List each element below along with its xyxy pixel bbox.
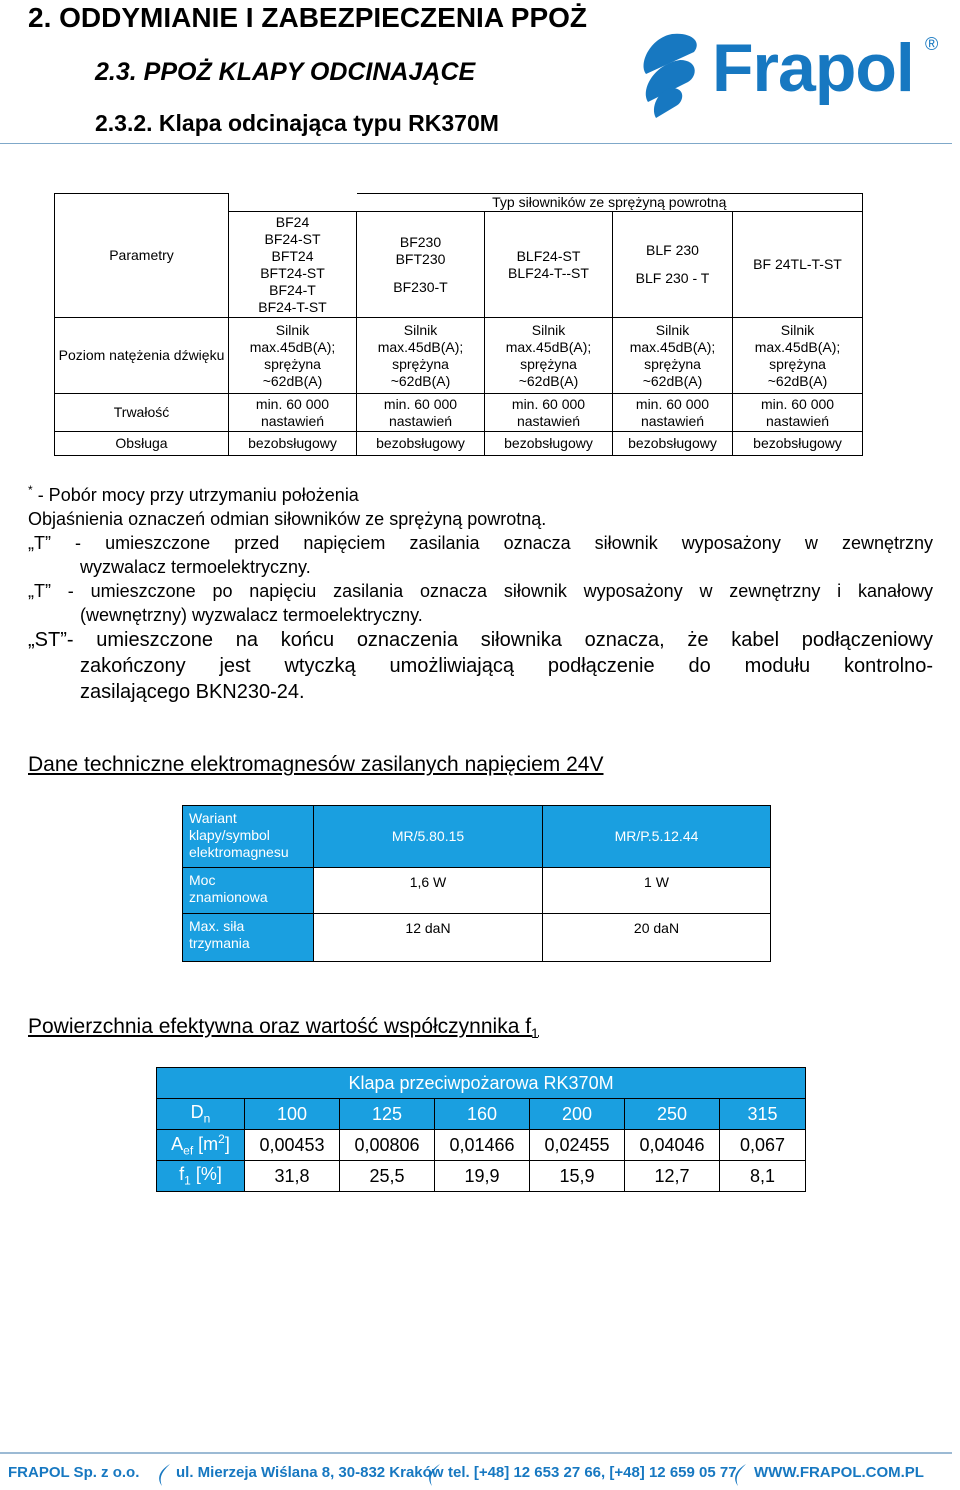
aef-cell: 0,00453 bbox=[245, 1130, 340, 1161]
noise-cell: Silnik max.45dB(A); sprężyna ~62dB(A) bbox=[613, 318, 733, 394]
aef-label: $A_{ef}$ $[m^2]$ bbox=[157, 1130, 245, 1161]
electromagnet-table bbox=[182, 805, 771, 962]
page-heading: 2. ODDYMIANIE I ZABEZPIECZENIA PPOŻ bbox=[28, 2, 588, 33]
footer-website[interactable]: WWW.FRAPOL.COM.PL bbox=[754, 1464, 924, 1481]
logo-mark-icon bbox=[632, 28, 712, 128]
variant-a: MR/5.80.15 bbox=[314, 806, 543, 868]
aef-cell: 0,01466 bbox=[435, 1130, 530, 1161]
group-header: Typ siłowników ze sprężyną powrotną bbox=[357, 194, 863, 212]
aef-cell: 0,02455 bbox=[530, 1130, 625, 1161]
footer-divider bbox=[0, 1452, 952, 1454]
noise-cell: Silnik max.45dB(A); sprężyna ~62dB(A) bbox=[485, 318, 613, 394]
row-label-durability: Trwałość bbox=[55, 394, 229, 432]
header-divider bbox=[0, 143, 952, 144]
row-label: Moc znamionowa bbox=[183, 868, 314, 914]
footer bbox=[8, 1462, 953, 1488]
note-explanation: Objaśnienia oznaczeń odmian siłowników ze sprężyną powrotną. bbox=[28, 509, 547, 529]
type-cell: BLF24-ST BLF24-T--ST bbox=[485, 212, 613, 318]
aef-cell: 0,00806 bbox=[340, 1130, 435, 1161]
dn-label: $D_n$ bbox=[157, 1099, 245, 1130]
row-label-noise: Poziom natężenia dźwięku bbox=[55, 318, 229, 394]
actuator-parameters-table bbox=[54, 193, 863, 456]
type-cell: BF230 BFT230 BF230-T bbox=[357, 212, 485, 318]
electromagnet-section-title: Dane techniczne elektromagnesów zasilanych napięciem 24V bbox=[28, 753, 604, 776]
durability-cell: min. 60 000 nastawień bbox=[733, 394, 863, 432]
service-cell: bezobsługowy bbox=[485, 432, 613, 456]
notes-block bbox=[28, 478, 933, 705]
row-label: Wariant klapy/symbol elektromagnesu bbox=[183, 806, 314, 868]
service-cell: bezobsługowy bbox=[229, 432, 357, 456]
logo-text: Frapol bbox=[712, 30, 914, 106]
table-title: Klapa przeciwpożarowa RK370M bbox=[157, 1068, 806, 1099]
note-t-after: „T” - umieszczone po napięciu zasilania oznacza siłownik wyposażony w zewnętrzny i kanałowy bbox=[28, 581, 933, 601]
type-cell: BF 24TL-T-ST bbox=[733, 212, 863, 318]
service-cell: bezobsługowy bbox=[357, 432, 485, 456]
service-cell: bezobsługowy bbox=[733, 432, 863, 456]
durability-cell: min. 60 000 nastawień bbox=[613, 394, 733, 432]
force-b: 20 daN bbox=[543, 914, 771, 962]
drop-icon bbox=[426, 1462, 444, 1488]
dn-cell: 250 bbox=[625, 1099, 720, 1130]
dn-cell: 125 bbox=[340, 1099, 435, 1130]
force-a: 12 daN bbox=[314, 914, 543, 962]
footer-address: ul. Mierzeja Wiślana 8, 30-832 Kraków bbox=[176, 1464, 444, 1481]
row-label: Max. siła trzymania bbox=[183, 914, 314, 962]
service-cell: bezobsługowy bbox=[613, 432, 733, 456]
drop-icon bbox=[732, 1462, 750, 1488]
row-label-params: Parametry bbox=[55, 194, 229, 318]
note-t-before: „T” - umieszczone przed napięciem zasilania oznacza siłownik wyposażony w zewnętrzny bbox=[28, 533, 933, 553]
f1-cell: 25,5 bbox=[340, 1161, 435, 1192]
aef-cell: 0,04046 bbox=[625, 1130, 720, 1161]
f1-cell: 19,9 bbox=[435, 1161, 530, 1192]
registered-mark: ® bbox=[925, 34, 939, 54]
noise-cell: Silnik max.45dB(A); sprężyna ~62dB(A) bbox=[229, 318, 357, 394]
footer-phone: tel. [+48] 12 653 27 66, [+48] 12 659 05 77 bbox=[448, 1464, 737, 1481]
noise-cell: Silnik max.45dB(A); sprężyna ~62dB(A) bbox=[733, 318, 863, 394]
subsection-heading: 2.3.2. Klapa odcinająca typu RK370M bbox=[95, 110, 499, 136]
durability-cell: min. 60 000 nastawień bbox=[357, 394, 485, 432]
note-star: * - Pobór mocy przy utrzymaniu położenia bbox=[28, 483, 359, 505]
frapol-logo bbox=[632, 20, 952, 130]
f1-cell: 12,7 bbox=[625, 1161, 720, 1192]
dn-cell: 200 bbox=[530, 1099, 625, 1130]
f1-cell: 15,9 bbox=[530, 1161, 625, 1192]
type-cell: BLF 230 BLF 230 - T bbox=[613, 212, 733, 318]
durability-cell: min. 60 000 nastawień bbox=[485, 394, 613, 432]
note-t-after-cont: (wewnętrzny) wyzwalacz termoelektryczny. bbox=[80, 605, 423, 625]
f1-cell: 31,8 bbox=[245, 1161, 340, 1192]
type-cell: BF24 BF24-ST BFT24 BFT24-ST BF24-T BF24-T-ST bbox=[229, 212, 357, 318]
effective-area-section-title: Powierzchnia efektywna oraz wartość współczynnika $f_1$ bbox=[28, 1015, 539, 1042]
variant-b: MR/P.5.12.44 bbox=[543, 806, 771, 868]
dn-cell: 160 bbox=[435, 1099, 530, 1130]
durability-cell: min. 60 000 nastawień bbox=[229, 394, 357, 432]
power-a: 1,6 W bbox=[314, 868, 543, 914]
dn-cell: 100 bbox=[245, 1099, 340, 1130]
f1-cell: 8,1 bbox=[720, 1161, 806, 1192]
section-heading: 2.3. PPOŻ KLAPY ODCINAJĄCE bbox=[95, 58, 476, 86]
note-st-cont2: zasilającego BKN230-24. bbox=[80, 681, 305, 703]
effective-area-table bbox=[156, 1067, 806, 1192]
drop-icon bbox=[156, 1462, 174, 1488]
f1-label: $f_1$ [%] bbox=[157, 1161, 245, 1192]
footer-company: FRAPOL Sp. z o.o. bbox=[8, 1464, 140, 1481]
dn-cell: 315 bbox=[720, 1099, 806, 1130]
aef-cell: 0,067 bbox=[720, 1130, 806, 1161]
note-st: „ST”- umieszczone na końcu oznaczenia siłownika oznacza, że kabel podłączeniowy bbox=[28, 629, 933, 651]
power-b: 1 W bbox=[543, 868, 771, 914]
note-t-before-cont: wyzwalacz termoelektryczny. bbox=[80, 557, 311, 577]
noise-cell: Silnik max.45dB(A); sprężyna ~62dB(A) bbox=[357, 318, 485, 394]
row-label-service: Obsługa bbox=[55, 432, 229, 456]
note-st-cont: zakończony jest wtyczką umożliwiającą podłączenie do modułu kontrolno- bbox=[80, 655, 933, 677]
